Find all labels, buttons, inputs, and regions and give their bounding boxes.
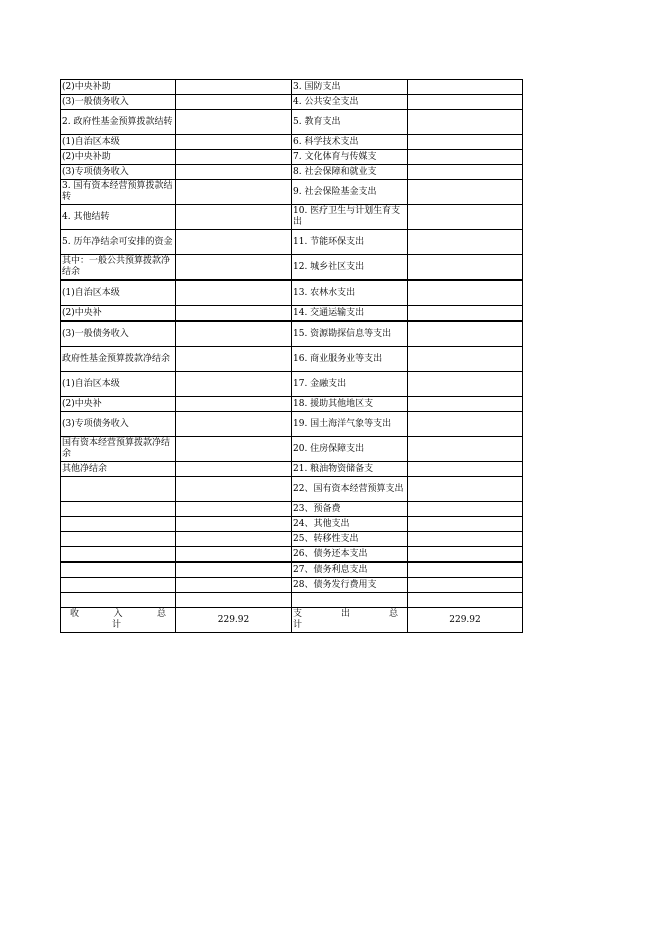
left-item: (3)专项债务收入 <box>61 412 176 437</box>
right-item: 25、转移性支出 <box>292 532 408 547</box>
table-row <box>61 437 523 462</box>
table-row <box>61 306 523 322</box>
left-value <box>176 80 292 95</box>
expense-total-char: 支 <box>293 609 303 619</box>
left-item: (1)自治区本级 <box>61 135 176 150</box>
left-value <box>176 165 292 180</box>
right-value <box>408 306 523 322</box>
totals-row <box>61 608 523 633</box>
right-item: 9. 社会保险基金支出 <box>292 180 408 205</box>
left-value <box>176 306 292 322</box>
right-item: 22、国有资本经营预算支出 <box>292 477 408 502</box>
left-value <box>176 532 292 547</box>
table-row <box>61 230 523 255</box>
table-row <box>61 165 523 180</box>
right-item <box>292 593 408 608</box>
right-item: 18. 援助其他地区支 <box>292 397 408 412</box>
right-item: 28、债务发行费用支 <box>292 578 408 593</box>
left-item <box>61 562 176 578</box>
left-item: 4. 其他结转 <box>61 205 176 230</box>
right-value <box>408 321 523 347</box>
left-value <box>176 280 292 306</box>
left-value <box>176 593 292 608</box>
left-value <box>176 180 292 205</box>
right-value <box>408 347 523 372</box>
left-item: 3. 国有资本经营预算拨款结转 <box>61 180 176 205</box>
right-item: 3. 国防支出 <box>292 80 408 95</box>
right-value <box>408 412 523 437</box>
left-item: (3)一般债务收入 <box>61 321 176 347</box>
right-value <box>408 532 523 547</box>
left-value <box>176 150 292 165</box>
right-value <box>408 397 523 412</box>
table-row <box>61 95 523 110</box>
left-item: 2. 政府性基金预算拨款结转 <box>61 110 176 135</box>
right-item: 5. 教育支出 <box>292 110 408 135</box>
left-value <box>176 255 292 281</box>
right-value <box>408 165 523 180</box>
right-value <box>408 230 523 255</box>
right-item: 21. 粮油物资储备支 <box>292 462 408 477</box>
right-value <box>408 517 523 532</box>
left-value <box>176 437 292 462</box>
right-item: 16. 商业服务业等支出 <box>292 347 408 372</box>
table-row <box>61 80 523 95</box>
right-value <box>408 255 523 281</box>
right-item: 17. 金融支出 <box>292 372 408 397</box>
right-value <box>408 547 523 563</box>
left-item: 政府性基金预算拨款净结余 <box>61 347 176 372</box>
right-item: 15. 资源勘探信息等支出 <box>292 321 408 347</box>
right-value <box>408 477 523 502</box>
left-item: (2)中央补 <box>61 397 176 412</box>
income-total-char: 收 <box>70 609 80 619</box>
right-value <box>408 95 523 110</box>
left-item: (3)专项债务收入 <box>61 165 176 180</box>
income-total-label <box>61 608 176 633</box>
right-value <box>408 280 523 306</box>
right-item: 7. 文化体育与传媒支 <box>292 150 408 165</box>
left-item <box>61 502 176 517</box>
table-row <box>61 477 523 502</box>
table-row <box>61 517 523 532</box>
left-value <box>176 135 292 150</box>
right-value <box>408 562 523 578</box>
right-item: 24、其他支出 <box>292 517 408 532</box>
left-value <box>176 578 292 593</box>
left-item: 其他净结余 <box>61 462 176 477</box>
income-total-char: 入 <box>113 609 123 619</box>
left-value <box>176 110 292 135</box>
expense-total-char: 总 <box>388 609 398 619</box>
income-total-char: 计 <box>112 620 122 630</box>
right-value <box>408 593 523 608</box>
left-value <box>176 502 292 517</box>
table-row <box>61 135 523 150</box>
left-item <box>61 532 176 547</box>
table-row <box>61 562 523 578</box>
right-item: 12. 城乡社区支出 <box>292 255 408 281</box>
table-row <box>61 110 523 135</box>
table-row <box>61 547 523 563</box>
left-value <box>176 477 292 502</box>
left-item <box>61 593 176 608</box>
right-item: 14. 交通运输支出 <box>292 306 408 322</box>
left-item: (1)自治区本级 <box>61 280 176 306</box>
left-item <box>61 547 176 563</box>
income-total-value: 229.92 <box>176 608 292 633</box>
right-value <box>408 372 523 397</box>
right-value <box>408 578 523 593</box>
left-item: (2)中央补助 <box>61 150 176 165</box>
table-row <box>61 205 523 230</box>
right-item: 6. 科学技术支出 <box>292 135 408 150</box>
left-item: 国有资本经营预算拨款净结余 <box>61 437 176 462</box>
table-row <box>61 532 523 547</box>
table-row <box>61 255 523 281</box>
table-row <box>61 578 523 593</box>
income-total-char: 总 <box>156 609 166 619</box>
left-value <box>176 230 292 255</box>
expense-total-char: 出 <box>340 609 350 619</box>
left-item: (2)中央补助 <box>61 80 176 95</box>
left-item: 其中：一般公共预算拨款净结余 <box>61 255 176 281</box>
right-item: 27、债务利息支出 <box>292 562 408 578</box>
right-item: 13. 农林水支出 <box>292 280 408 306</box>
right-value <box>408 437 523 462</box>
left-item: (2)中央补 <box>61 306 176 322</box>
left-value <box>176 562 292 578</box>
right-value <box>408 502 523 517</box>
table-row <box>61 372 523 397</box>
left-value <box>176 547 292 563</box>
table-row <box>61 502 523 517</box>
right-value <box>408 205 523 230</box>
left-value <box>176 372 292 397</box>
right-value <box>408 80 523 95</box>
left-item: (1)自治区本级 <box>61 372 176 397</box>
right-item: 26、债务还本支出 <box>292 547 408 563</box>
right-item: 20. 住房保障支出 <box>292 437 408 462</box>
table-row <box>61 280 523 306</box>
expense-total-label <box>292 608 408 633</box>
left-value <box>176 412 292 437</box>
right-item: 23、预备费 <box>292 502 408 517</box>
left-item: (3)一般债务收入 <box>61 95 176 110</box>
right-value <box>408 135 523 150</box>
right-value <box>408 110 523 135</box>
right-item: 4. 公共安全支出 <box>292 95 408 110</box>
right-item: 10. 医疗卫生与计划生育支出 <box>292 205 408 230</box>
right-item: 8. 社会保障和就业支 <box>292 165 408 180</box>
table-row <box>61 462 523 477</box>
left-item <box>61 517 176 532</box>
left-item: 5. 历年净结余可安排的资金 <box>61 230 176 255</box>
table-row <box>61 150 523 165</box>
right-item: 11. 节能环保支出 <box>292 230 408 255</box>
left-value <box>176 397 292 412</box>
left-item <box>61 578 176 593</box>
expense-total-value: 229.92 <box>408 608 523 633</box>
left-value <box>176 462 292 477</box>
table-row <box>61 397 523 412</box>
left-value <box>176 517 292 532</box>
table-row <box>61 347 523 372</box>
right-value <box>408 462 523 477</box>
table-row <box>61 321 523 347</box>
right-value <box>408 150 523 165</box>
table-row <box>61 593 523 608</box>
left-value <box>176 205 292 230</box>
table-row <box>61 180 523 205</box>
expense-total-char: 计 <box>293 620 303 630</box>
table-row <box>61 412 523 437</box>
left-item <box>61 477 176 502</box>
budget-table <box>60 79 523 633</box>
right-item: 19. 国土海洋气象等支出 <box>292 412 408 437</box>
left-value <box>176 95 292 110</box>
left-value <box>176 347 292 372</box>
left-value <box>176 321 292 347</box>
right-value <box>408 180 523 205</box>
